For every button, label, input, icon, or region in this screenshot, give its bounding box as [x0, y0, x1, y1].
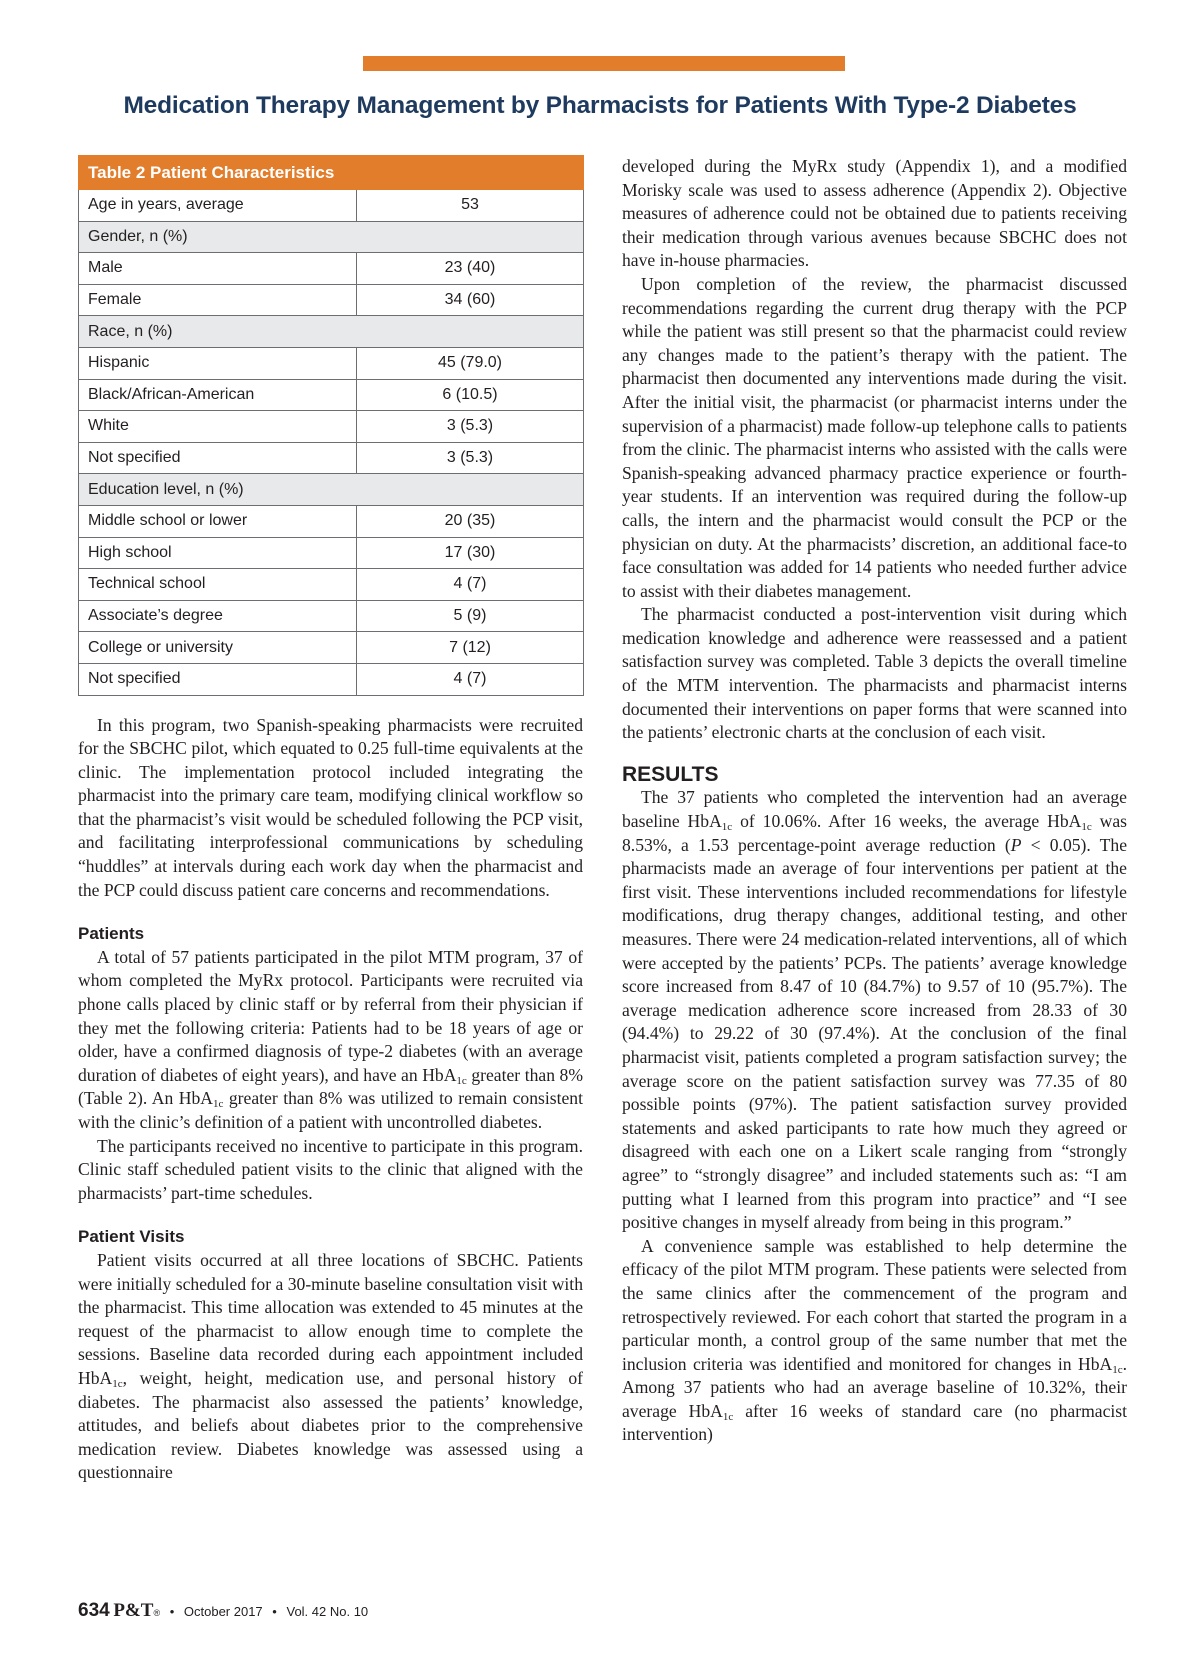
table-row	[79, 190, 584, 222]
registered-mark: ®	[153, 1608, 161, 1618]
row-value: 23 (40)	[357, 253, 584, 285]
row-label: Age in years, average	[79, 190, 357, 222]
table-group-row	[79, 474, 584, 506]
table-row	[79, 663, 584, 695]
table-group-row	[79, 316, 584, 348]
row-value: 4 (7)	[357, 663, 584, 695]
row-value: 3 (5.3)	[357, 442, 584, 474]
row-value: 5 (9)	[357, 600, 584, 632]
table-group-row	[79, 221, 584, 253]
patients-paragraph-1: A total of 57 patients participated in the pilot MTM program, 37 of whom completed the MyRx protocol. Participants were recruited via phone calls placed by clinic staff or by referral from their physician if they met the following criteria: Patients had to be 18 years of age or older, have a confirmed diagnosis of type-2 diabetes (with an average duration of diabetes of eight years), and have an HbA$_{1c}$ greater than 8% (Table 2). An HbA$_{1c}$ greater than 8% was utilized to remain consistent with the clinic’s definition of a patient with uncontrolled diabetes.	[78, 946, 583, 1132]
table-row	[79, 442, 584, 474]
volume-issue: Vol. 42 No. 10	[286, 1604, 369, 1619]
row-value: 3 (5.3)	[357, 411, 584, 443]
table-row	[79, 347, 584, 379]
row-label: White	[79, 411, 357, 443]
group-label: Education level, n (%)	[79, 474, 584, 506]
intro-paragraph: In this program, two Spanish-speaking pharmacists were recruited for the SBCHC pilot, which equated to 0.25 full-time equivalents at the clinic. The implementation protocol included integrating the pharmacist into the primary care team, modifying clinical workflow so that the pharmacist’s visit would be scheduled following the PCP visit, and facilitating interprofessional communications by scheduling “huddles” at intervals during each work day when the pharmacist and the PCP could discuss patient care concerns and recommendations.	[78, 714, 583, 900]
patients-heading: Patients	[78, 924, 145, 944]
results-heading: RESULTS	[622, 762, 719, 786]
left-body	[78, 714, 583, 1485]
table-caption-row	[79, 156, 584, 190]
table-row	[79, 505, 584, 537]
row-label: Not specified	[79, 442, 357, 474]
table-row	[79, 569, 584, 601]
row-label: Middle school or lower	[79, 505, 357, 537]
post-visit-paragraph: The pharmacist conducted a post-intervention visit during which medication knowledge and adherence were reassessed and a patient satisfaction survey was completed. Table 3 depicts the overall timeline of the MTM intervention. The pharmacists and pharmacist interns documented their interventions on paper forms that were scanned into the patients’ electronic charts at the conclusion of each visit.	[622, 604, 1127, 743]
right-body	[622, 155, 1127, 1447]
row-label: Technical school	[79, 569, 357, 601]
footer-separator: •	[169, 1604, 175, 1619]
results-paragraph-1: The 37 patients who completed the intervention had an average baseline HbA$_{1c}$ of 10.06%. After 16 weeks, the average HbA$_{1c}$ was 8.53%, a 1.53 percentage-point average reduction (P < 0.05). The pharmacists made an average of four interventions per patient at the first visit. These interventions included recommendations for lifestyle modifications, drug therapy changes, additional testing, and other measures. There were 24 medication-related interventions, all of which were accepted by the patients’ PCPs. The patients’ average knowledge score increased from 8.47 of 10 (84.7%) to 9.57 of 10 (95.7%). The average medication adherence score increased from 28.33 of 30 (94.4%) to 29.22 of 30 (97.4%). At the conclusion of the final pharmacist visit, patients completed a program satisfaction survey; the average score on the patient satisfaction survey was 77.35 of 80 possible points (97%). The patient satisfaction survey provided statements and asked participants to rate how much they agreed or disagreed with each one on a Likert scale ranging from “strongly agree” to “strongly disagree” and included statements such as: “I am putting what I learned from this program into practice” and “I see positive changes in myself already from being in this program.”	[622, 787, 1128, 1233]
row-label: Black/African-American	[79, 379, 357, 411]
row-value: 7 (12)	[357, 632, 584, 664]
page-number: 634	[78, 1600, 110, 1621]
row-label: College or university	[79, 632, 357, 664]
table-row	[79, 600, 584, 632]
patients-paragraph-2: The participants received no incentive to participate in this program. Clinic staff scheduled patient visits to the clinic that aligned with the pharmacists’ part-time schedules.	[78, 1135, 583, 1203]
row-value: 45 (79.0)	[357, 347, 584, 379]
table-row	[79, 253, 584, 285]
results-paragraph-2: A convenience sample was established to help determine the efficacy of the pilot MTM program. These patients were selected from the same clinics after the commencement of the program and retrospectively reviewed. For each cohort that started the program in a particular month, a control group of the same number that met the inclusion criteria was identified and monitored for changes in HbA$_{1c}$. Among 37 patients who had an average baseline of 10.32%, their average HbA$_{1c}$ after 16 weeks of standard care (no pharmacist intervention)	[622, 1235, 1128, 1445]
row-label: Hispanic	[79, 347, 357, 379]
page-footer	[78, 1600, 368, 1622]
review-paragraph: Upon completion of the review, the pharmacist discussed recommendations regarding the current drug therapy with the PCP while the patient was still present so that the pharmacist could review any changes made to the patient’s therapy with the patient. The pharmacist then documented any interventions made during the visit. After the initial visit, the pharmacist (or pharmacist interns under the supervision of a pharmacist) made follow-up telephone calls to patients from the clinic. The pharmacist interns who assisted with the calls were Spanish-speaking advanced pharmacy practice experience or fourth-year students. If an intervention was required during the follow-up calls, the intern and the pharmacist would consult the PCP or the physician on duty. At the pharmacists’ discretion, an additional face-to face consultation was added for 14 patients who needed further advice to assist with their diabetes management.	[622, 273, 1127, 601]
row-value: 20 (35)	[357, 505, 584, 537]
row-value: 6 (10.5)	[357, 379, 584, 411]
table-row	[79, 379, 584, 411]
table-caption: Table 2 Patient Characteristics	[79, 156, 584, 190]
row-value: 4 (7)	[357, 569, 584, 601]
row-label: High school	[79, 537, 357, 569]
header-accent-bar	[363, 56, 845, 71]
table-row	[79, 284, 584, 316]
row-label: Not specified	[79, 663, 357, 695]
row-label: Male	[79, 253, 357, 285]
group-label: Gender, n (%)	[79, 221, 584, 253]
right-column	[622, 155, 1127, 1447]
journal-name: P&T	[113, 1600, 154, 1621]
row-label: Female	[79, 284, 357, 316]
page-title: Medication Therapy Management by Pharmacists for Patients With Type-2 Diabetes	[123, 92, 1077, 119]
row-value: 17 (30)	[357, 537, 584, 569]
row-label: Associate’s degree	[79, 600, 357, 632]
patient-characteristics-table	[78, 155, 584, 696]
table-row	[79, 632, 584, 664]
table-row	[79, 537, 584, 569]
table-row	[79, 411, 584, 443]
patient-visits-paragraph: Patient visits occurred at all three locations of SBCHC. Patients were initially scheduled for a 30-minute baseline consultation visit with the pharmacist. This time allocation was extended to 45 minutes at the request of the pharmacist to allow enough time to complete the sessions. Baseline data recorded during each appointment included HbA$_{1c}$, weight, height, medication use, and personal history of diabetes. The pharmacist also assessed the patients’ knowledge, attitudes, and beliefs about diabetes prior to the comprehensive medication review. Diabetes knowledge was assessed using a questionnaire	[78, 1249, 583, 1483]
group-label: Race, n (%)	[79, 316, 584, 348]
footer-separator: •	[272, 1604, 277, 1619]
continued-paragraph: developed during the MyRx study (Appendix 1), and a modified Morisky scale was used to assess adherence (Appendix 2). Objective measures of adherence could not be obtained due to patients receiving their medication through various avenues because SBCHC does not have in-house pharmacies.	[622, 156, 1127, 271]
left-column	[78, 155, 583, 1485]
patient-visits-heading: Patient Visits	[78, 1227, 185, 1247]
issue-date: October 2017	[183, 1604, 263, 1619]
row-value: 53	[357, 190, 584, 222]
row-value: 34 (60)	[357, 284, 584, 316]
